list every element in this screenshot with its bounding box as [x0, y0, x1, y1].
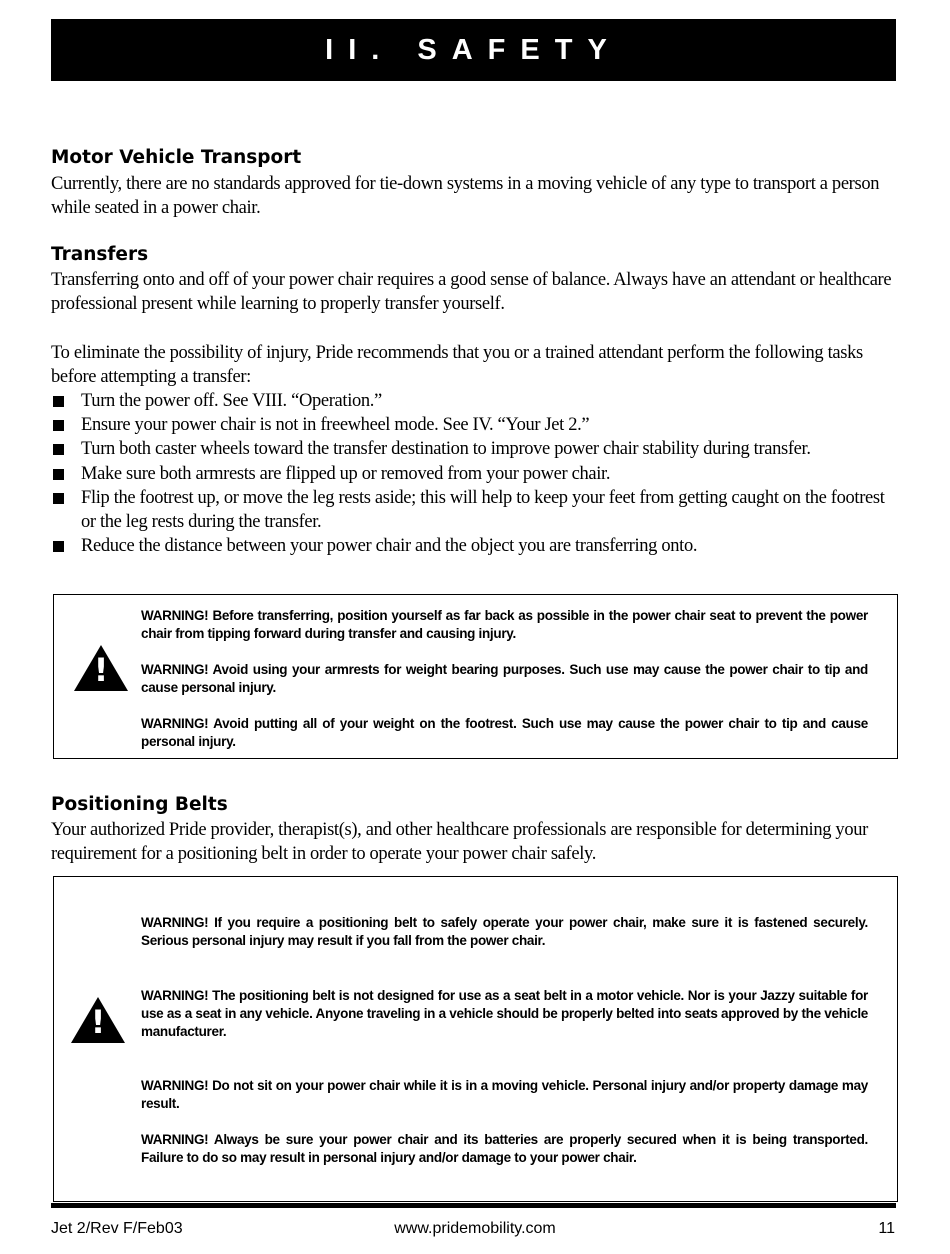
warning-triangle-icon: ! — [74, 645, 128, 691]
list-item: Turn the power off. See VIII. “Operation.” — [51, 389, 901, 413]
warning-text: WARNING! If you require a positioning belt to safely operate your power chair, make sure it is fastened securely. Serious personal injury may result if you fall from the power chair. — [141, 915, 868, 948]
warning-box-positioning-belts — [53, 876, 898, 1202]
paragraph-transfers-balance: Transferring onto and off of your power chair requires a good sense of balance. Always have an attendant or healthcare professional present while learning to properly transfer yourself. — [51, 270, 892, 315]
list-item: Turn both caster wheels toward the transfer destination to improve power chair stability during transfer. — [51, 437, 901, 461]
warning-text: WARNING! Before transferring, position yourself as far back as possible in the power chair seat to prevent the power chair from tipping forward during transfer and causing injury. — [141, 608, 868, 641]
heading-positioning-belts: Positioning Belts — [51, 794, 228, 815]
bullet-square-icon — [53, 444, 64, 455]
bullet-square-icon — [53, 396, 64, 407]
page-number: 11 — [878, 1220, 895, 1237]
footer-website: www.pridemobility.com — [394, 1220, 556, 1237]
warning-triangle-icon: ! — [71, 997, 125, 1043]
warning-text: WARNING! Avoid using your armrests for weight bearing purposes. Such use may cause the power chair to tip and cause personal injury. — [141, 662, 868, 695]
bullet-square-icon — [53, 420, 64, 431]
bullet-square-icon — [53, 541, 64, 552]
warning-text: WARNING! Avoid putting all of your weight on the footrest. Such use may cause the power chair to tip and cause personal injury. — [141, 716, 868, 749]
warning-text: WARNING! Do not sit on your power chair while it is in a moving vehicle. Personal injury and/or property damage may result. — [141, 1078, 868, 1111]
heading-transfers: Transfers — [51, 244, 149, 265]
footer-document-id: Jet 2/Rev F/Feb03 — [51, 1220, 183, 1237]
heading-motor-vehicle-transport: Motor Vehicle Transport — [51, 147, 302, 168]
list-item: Make sure both armrests are flipped up or removed from your power chair. — [51, 462, 901, 486]
list-item: Ensure your power chair is not in freewheel mode. See IV. “Your Jet 2.” — [51, 413, 901, 437]
list-item: Flip the footrest up, or move the leg rests aside; this will help to keep your feet from getting caught on the footrest or the leg rests during the transfer. — [51, 486, 901, 534]
paragraph-positioning-belts: Your authorized Pride provider, therapist(s), and other healthcare professionals are responsible for determining your requirement for a positioning belt in order to operate your power chair safely. — [51, 820, 868, 865]
list-item: Reduce the distance between your power chair and the object you are transferring onto. — [51, 534, 901, 558]
paragraph-transfers-tasks: To eliminate the possibility of injury, Pride recommends that you or a trained attendant perform the following tasks before attempting a transfer: — [51, 343, 863, 388]
footer-rule — [51, 1203, 896, 1208]
bullet-square-icon — [53, 469, 64, 480]
transfer-task-list — [51, 389, 901, 558]
warning-text: WARNING! Always be sure your power chair and its batteries are properly secured when it is being transported. Failure to do so may result in personal injury and/or damage to your power chair. — [141, 1132, 868, 1165]
bullet-square-icon — [53, 493, 64, 504]
warning-text: WARNING! The positioning belt is not designed for use as a seat belt in a motor vehicle. Nor is your Jazzy suitable for use as a seat in any vehicle. Anyone traveling in a vehicle should be properly belted into seats approved by the vehicle manufacturer. — [141, 988, 868, 1039]
banner-title: II. SAFETY — [325, 33, 622, 66]
warning-box-transfers — [53, 594, 898, 759]
paragraph-motor-vehicle-transport: Currently, there are no standards approved for tie-down systems in a moving vehicle of any type to transport a person while seated in a power chair. — [51, 174, 880, 219]
section-banner — [51, 19, 896, 81]
